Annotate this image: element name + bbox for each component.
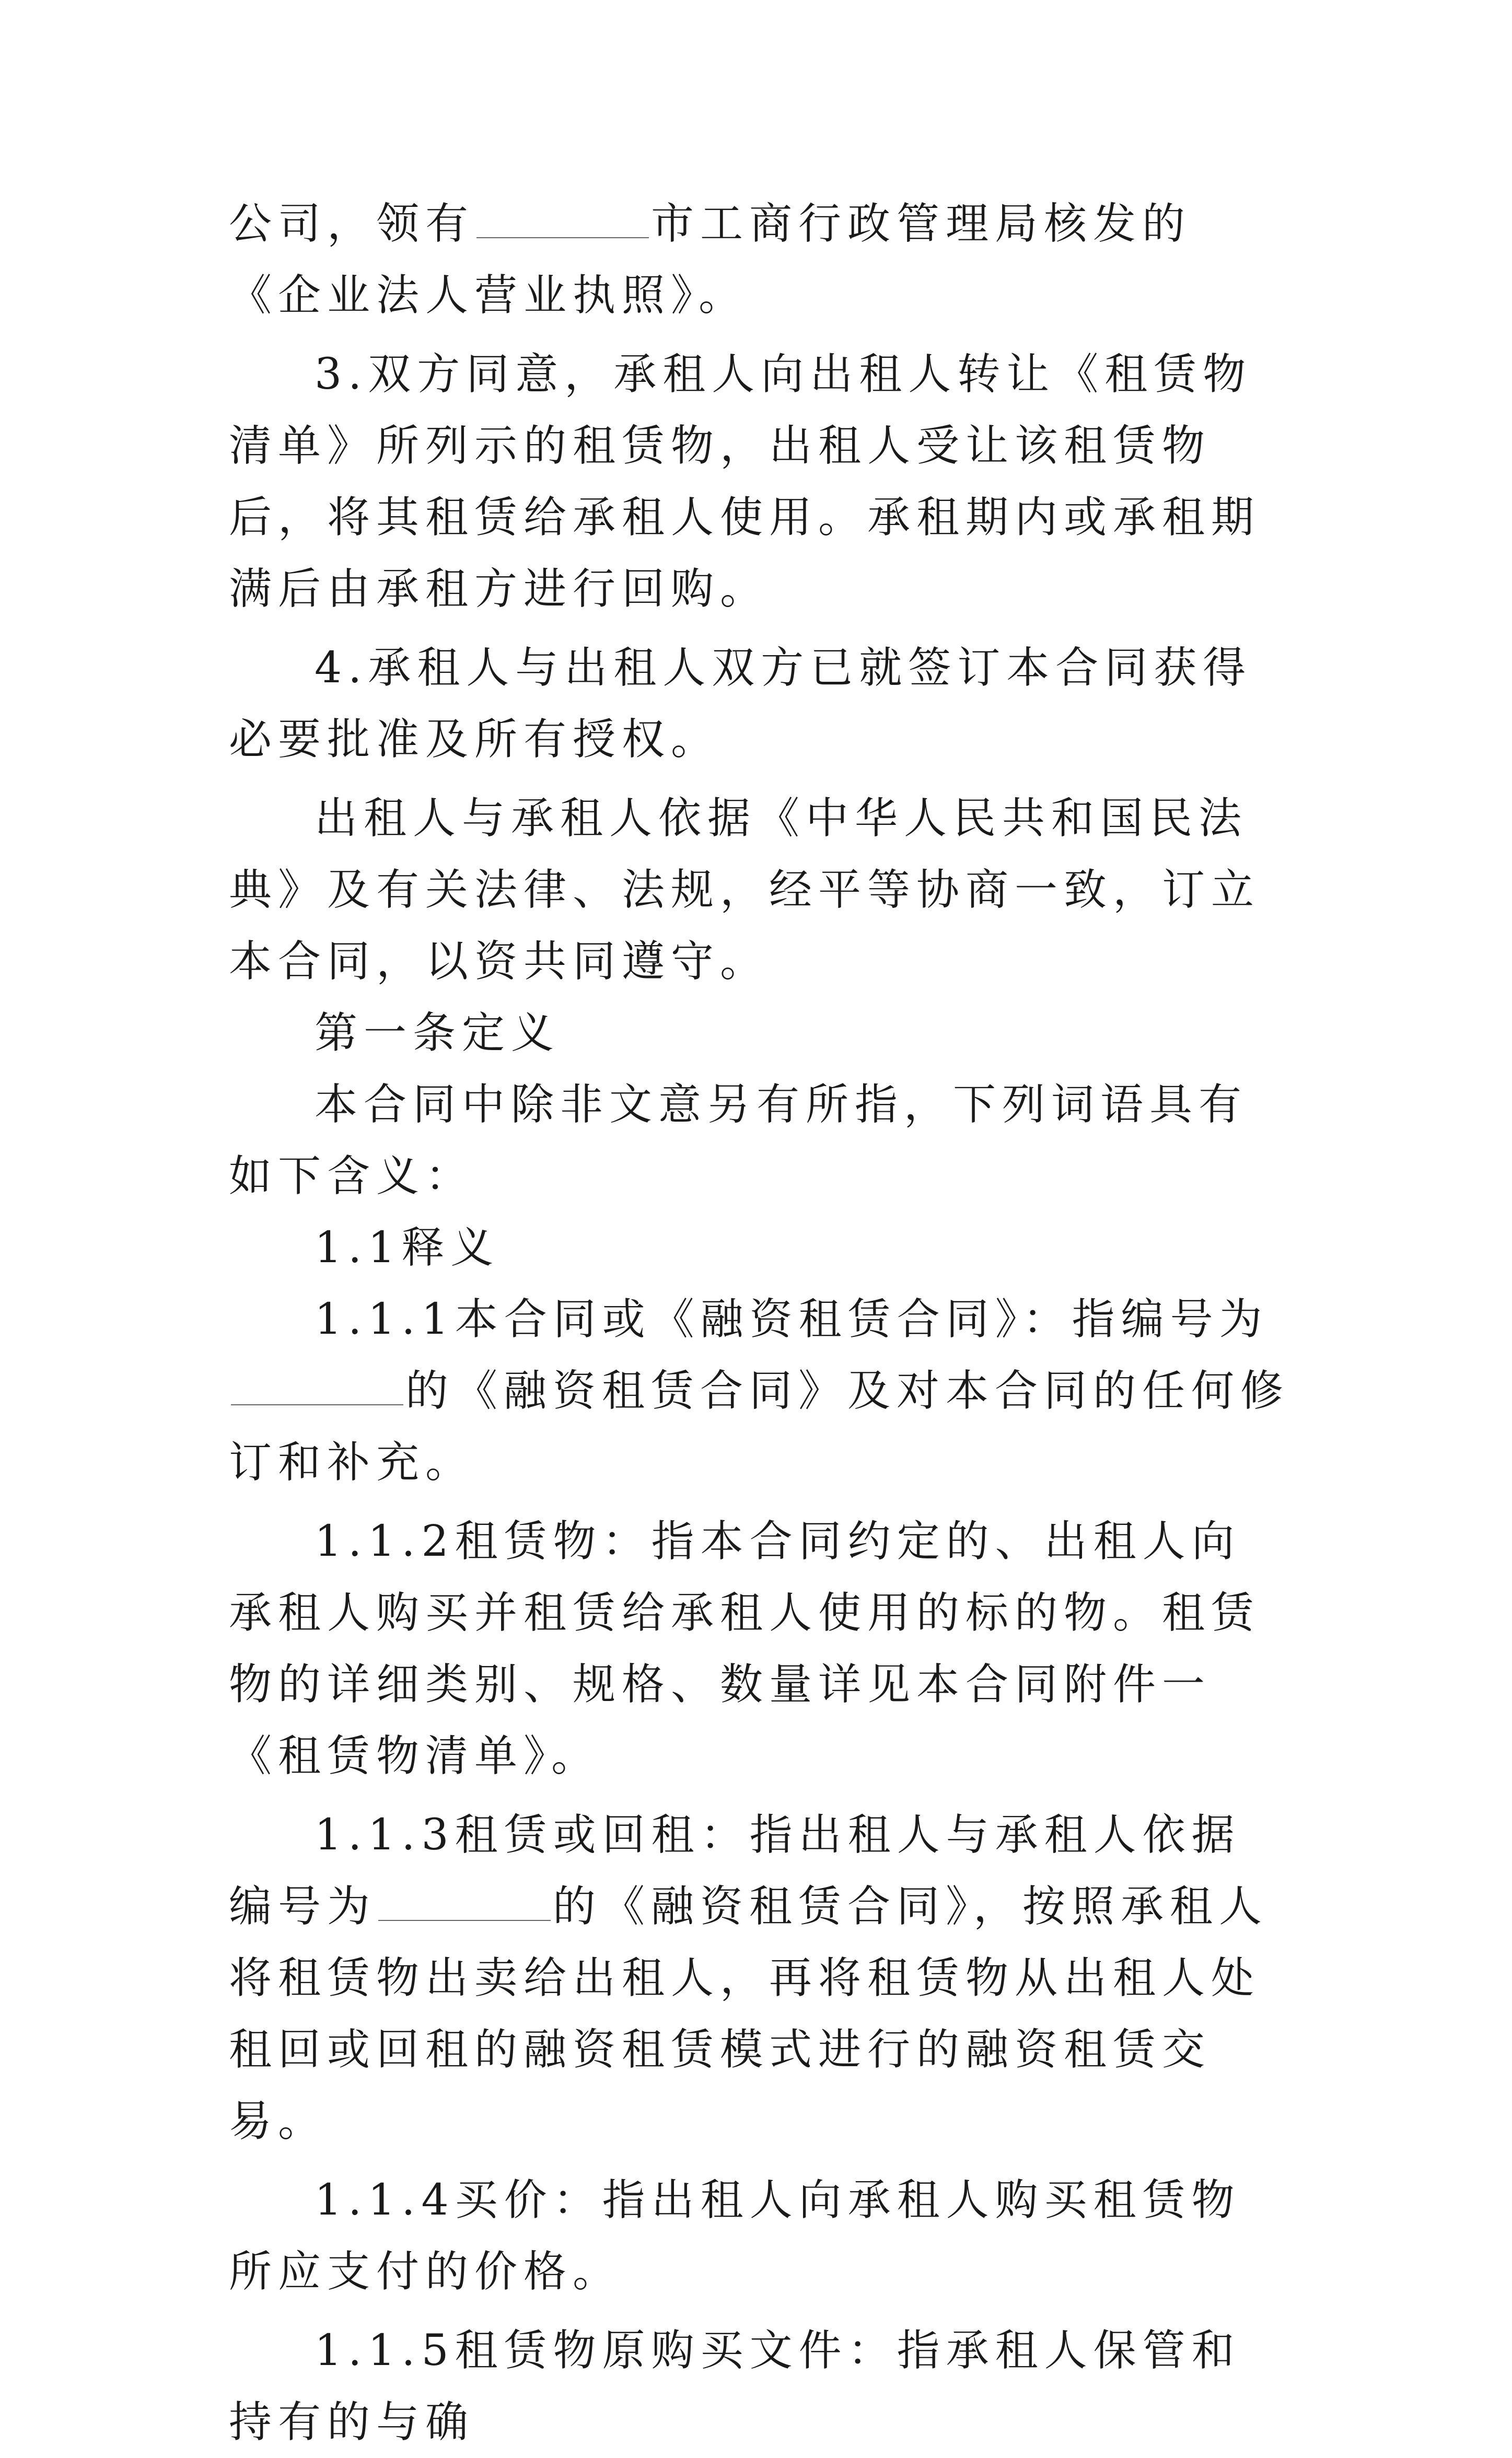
paragraph-text: 的《融资租赁合同》，按照承租人将租赁物出卖给出租人，再将租赁物从出租人处租回或回租的融资租赁模式进行的融资租赁交易。 (229, 1882, 1269, 2146)
blank-field[interactable] (378, 1877, 551, 1921)
paragraph-clause-3: 3.双方同意，承租人向出租人转让《租赁物清单》所列示的租赁物，出租人受让该租赁物后，将其租赁给承租人使用。承租期内或承租期满后由承租方进行回购。 (229, 350, 1261, 614)
paragraph-text: 的《融资租赁合同》及对本合同的任何修订和补充。 (229, 1366, 1290, 1487)
blank-field[interactable] (231, 1361, 403, 1405)
paragraph-1-1-2: 1.1.2租赁物：指本合同约定的、出租人向承租人购买并租赁给承租人使用的标的物。租赁物的详细类别、规格、数量详见本合同附件一《租赁物清单》。 (229, 1517, 1261, 1781)
subsection-heading-interpretation: 1.1释义 (315, 1223, 500, 1273)
blank-field[interactable] (476, 194, 649, 238)
document-body (229, 188, 1289, 2458)
paragraph-legal-basis: 出租人与承租人依据《中华人民共和国民法典》及有关法律、法规，经平等协商一致，订立本合同，以资共同遵守。 (229, 794, 1261, 986)
paragraph-text: 公司，领有 (229, 199, 475, 249)
paragraph-text: 1.1.1本合同或《融资租赁合同》：指编号为 (315, 1295, 1269, 1344)
paragraph-text: 市工商行政管理局核发的《企业法人营业执照》。 (229, 199, 1192, 320)
paragraph-1-1-3 (229, 1799, 1289, 2157)
section-heading-definitions: 第一条定义 (315, 1008, 561, 1058)
paragraph-1-1-1 (229, 1284, 1289, 1498)
paragraph-text: 1.1.3租赁或回租：指出租人与承租人依据编号为 (229, 1810, 1241, 1931)
paragraph-company-license (229, 188, 1289, 331)
paragraph-clause-4: 4.承租人与出租人双方已就签订本合同获得必要批准及所有授权。 (229, 643, 1252, 764)
paragraph-1-1-4: 1.1.4买价：指出租人向承租人购买租赁物所应支付的价格。 (229, 2175, 1241, 2297)
paragraph-definitions-intro: 本合同中除非文意另有所指，下列词语具有如下含义： (229, 1080, 1248, 1201)
paragraph-1-1-5: 1.1.5租赁物原购买文件：指承租人保管和持有的与确 (229, 2326, 1241, 2447)
